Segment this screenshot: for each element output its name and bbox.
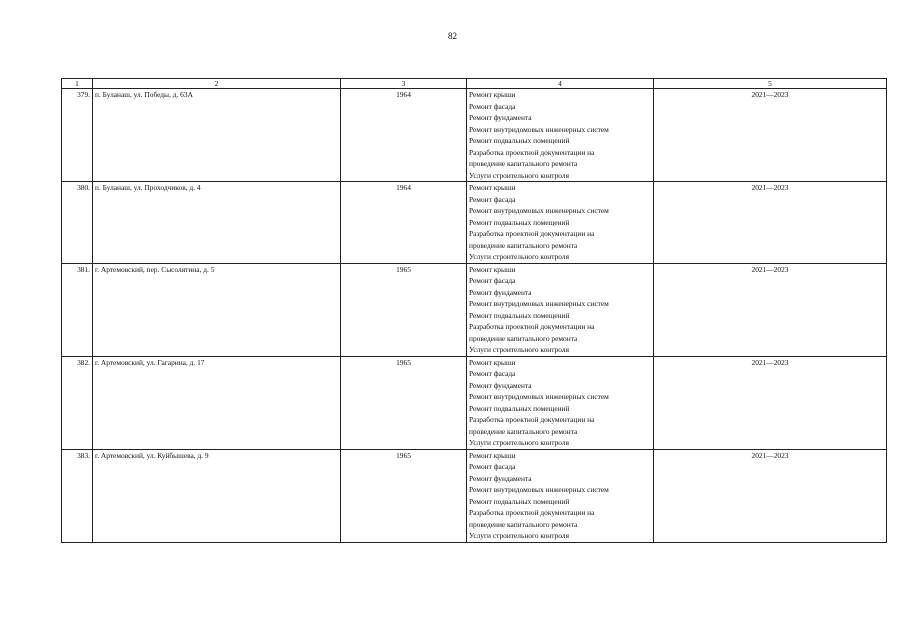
row-number: 383. xyxy=(62,449,93,542)
row-works xyxy=(467,263,654,356)
row-period: 2021—2023 xyxy=(654,182,887,264)
table-row xyxy=(62,356,887,449)
work-item: проведение капитального ремонта xyxy=(469,519,578,529)
work-item: проведение капитального ремонта xyxy=(469,240,578,250)
work-item: Ремонт подвальных помещений xyxy=(469,403,570,413)
row-number: 379. xyxy=(62,89,93,182)
row-works xyxy=(467,356,654,449)
work-item: проведение капитального ремонта xyxy=(469,159,578,168)
row-address: п. Буланаш, ул. Проходчиков, д. 4 xyxy=(93,182,341,264)
header-col-3: 3 xyxy=(341,79,467,89)
work-item: Ремонт фундамента xyxy=(469,113,532,122)
work-item: Ремонт фасада xyxy=(469,101,516,111)
work-item: проведение капитального ремонта xyxy=(469,333,578,343)
work-item: Разработка проектной документации на xyxy=(469,508,595,517)
row-period: 2021—2023 xyxy=(654,263,887,356)
header-col-4: 4 xyxy=(467,79,654,89)
work-item: Ремонт крыши xyxy=(469,264,516,274)
row-year: 1965 xyxy=(341,263,467,356)
header-col-5: 5 xyxy=(654,79,887,89)
row-number: 381. xyxy=(62,263,93,356)
row-period: 2021—2023 xyxy=(654,356,887,449)
work-item: Ремонт подвальных помещений xyxy=(469,496,570,506)
work-item: Ремонт крыши xyxy=(469,183,516,192)
table-row xyxy=(62,182,887,264)
work-item: Ремонт внутридомовых инженерных систем xyxy=(469,299,609,308)
work-item: Разработка проектной документации на xyxy=(469,415,595,424)
work-item: Ремонт подвальных помещений xyxy=(469,310,570,320)
work-item: Ремонт фасада xyxy=(469,369,516,378)
work-item: Услуги строительного контроля xyxy=(469,438,569,447)
work-item: Разработка проектной документации на xyxy=(469,322,595,331)
work-item: Ремонт подвальных помещений xyxy=(469,136,570,145)
header-col-1: 1 xyxy=(62,79,93,89)
table-body xyxy=(62,89,887,543)
work-item: Услуги строительного контроля xyxy=(469,252,569,261)
work-item: Разработка проектной документации на xyxy=(469,229,595,238)
work-item: Ремонт фасада xyxy=(469,194,516,204)
work-item: Услуги строительного контроля xyxy=(469,170,569,180)
table-row xyxy=(62,449,887,542)
capital-repair-table xyxy=(61,78,887,543)
work-item: Ремонт фундамента xyxy=(469,287,532,297)
row-works xyxy=(467,89,654,182)
work-item: Услуги строительного контроля xyxy=(469,531,569,540)
row-address: г. Артемовский, ул. Куйбышева, д. 9 xyxy=(93,449,341,542)
work-item: Ремонт внутридомовых инженерных систем xyxy=(469,392,609,401)
work-item: Ремонт внутридомовых инженерных систем xyxy=(469,206,609,215)
row-works xyxy=(467,182,654,264)
row-address: г. Артемовский, пер. Сысолятина, д. 5 xyxy=(93,263,341,356)
work-item: Ремонт внутридомовых инженерных систем xyxy=(469,124,609,134)
header-col-2: 2 xyxy=(93,79,341,89)
row-period: 2021—2023 xyxy=(654,89,887,182)
work-item: Ремонт подвальных помещений xyxy=(469,217,570,227)
work-item: Ремонт фасада xyxy=(469,276,516,285)
work-item: Ремонт крыши xyxy=(469,450,516,460)
row-address: п. Буланаш, ул. Победы, д. 63А xyxy=(93,89,341,182)
header-row xyxy=(62,79,887,89)
row-year: 1965 xyxy=(341,449,467,542)
work-item: Ремонт крыши xyxy=(469,357,516,367)
row-number: 382. xyxy=(62,356,93,449)
row-number: 380. xyxy=(62,182,93,264)
row-year: 1965 xyxy=(341,356,467,449)
row-works xyxy=(467,449,654,542)
work-item: Разработка проектной документации на xyxy=(469,147,595,157)
table-row xyxy=(62,263,887,356)
row-address: г. Артемовский, ул. Гагарина, д. 17 xyxy=(93,356,341,449)
work-item: Ремонт внутридомовых инженерных систем xyxy=(469,485,609,494)
row-year: 1964 xyxy=(341,182,467,264)
work-item: Услуги строительного контроля xyxy=(469,345,569,354)
table-row xyxy=(62,89,887,182)
work-item: Ремонт крыши xyxy=(469,90,516,99)
work-item: проведение капитального ремонта xyxy=(469,426,578,436)
work-item: Ремонт фасада xyxy=(469,462,516,471)
work-item: Ремонт фундамента xyxy=(469,473,532,483)
row-period: 2021—2023 xyxy=(654,449,887,542)
page-number: 82 xyxy=(448,31,457,41)
work-item: Ремонт фундамента xyxy=(469,380,532,390)
row-year: 1964 xyxy=(341,89,467,182)
